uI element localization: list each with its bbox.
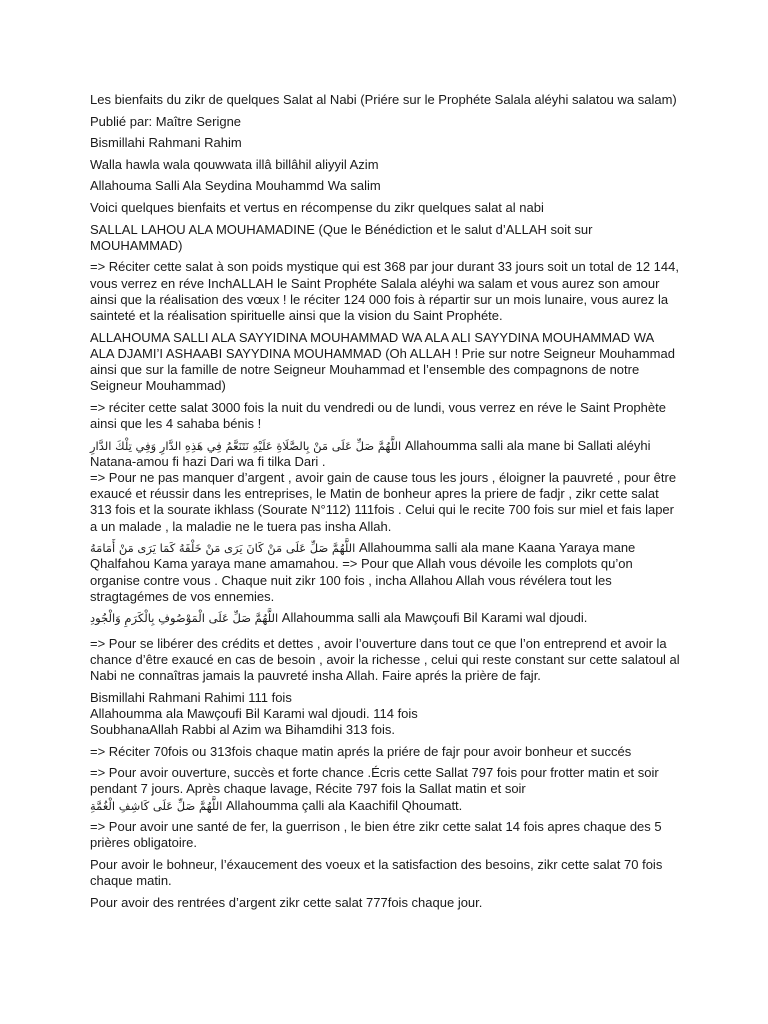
paragraph: Pour avoir le bohneur, l’éxaucement des voeux et la satisfaction des besoins, zikr cette salat 70 fois chaque matin.	[90, 856, 663, 889]
paragraph-text: Allahoumma çalli ala Kaachifil Qhoumatt.	[222, 797, 463, 813]
paragraph	[90, 690, 680, 739]
paragraph	[90, 438, 680, 470]
paragraph: Walla hawla wala qouwwata illâ billâhil aliyyil Azim	[90, 156, 379, 172]
line: Allahoumma ala Mawçoufi Bil Karami wal djoudi. 114 fois	[90, 705, 418, 721]
paragraph: => Pour se libérer des crédits et dettes , avoir l’ouverture dans tout ce que l’on entreprend et avoir la chance d’être exaucé en cas de besoin , avoir la richesse , celui qui reste constant sur cette salatoul al Nabi ne connaîtras jamais la pauvreté insha Allah. Faire aprés la prière de fajr.	[90, 635, 680, 683]
arabic-text: اللَّهُمَّ صَلِّ عَلَى الْمَوْصُوفِ بِالْكَرَمِ وَالْجُودِ	[90, 611, 279, 626]
paragraph	[90, 765, 680, 814]
paragraph: ALLAHOUMA SALLI ALA SAYYIDINA MOUHAMMAD WA ALA ALI SAYYDINA MOUHAMMAD WA ALA DJAMI’I ASHAABI SAYYDINA MOUHAMMAD (Oh ALLAH ! Prie sur notre Seigneur Mouhammad ainsi que sur la famille de notre Seigneur Mouhammad et l’ensemble des compagnons de notre Seigneur Mouhammad)	[90, 329, 675, 394]
arabic-text: اللَّهُمَّ صَلِّ عَلَى مَنْ بِالصَّلَاةِ عَلَيْهِ نَتَنَعَّمُ فِي هَذِهِ الدَّارِ وَفِي تِلْكَ الدَّارِ	[90, 438, 402, 453]
author-line: Publié par: Maître Serigne	[90, 113, 242, 129]
paragraph: => Pour avoir une santé de fer, la guerrison , le bien étre zikr cette salat 14 fois apres chaque des 5 prières obligatoire.	[90, 819, 662, 851]
paragraph-text: => Pour avoir ouverture, succès et forte chance .Écris cette Sallat 797 fois pour frotter matin et soir pendant 7 jours. Après chaque lavage, Récite 797 fois la Sallat matin et soir	[90, 765, 659, 797]
paragraph: => Réciter cette salat à son poids mystique qui est 368 par jour durant 33 jours soit un total de 12 144, vous verrez en réve InchALLAH le Saint Prophéte Salala aléyhi wa salam et vous aurez son amour ainsi que la réalisation des vœux ! le réciter 124 000 fois à répartir sur un mois lunaire, vous aurez la sainteté et la réalisation spirituelle ainsi que la vision du Saint Prophéte.	[90, 259, 679, 323]
paragraph: SALLAL LAHOU ALA MOUHAMADINE (Que le Bénédiction et le salut d’ALLAH soit sur MOUHAMMAD)	[90, 221, 593, 253]
arabic-text: اللَّهُمَّ صَلِّ عَلَى كَاشِفِ الْغُمَّةِ	[90, 798, 223, 813]
paragraph-text: Allahoumma salli ala Mawçoufi Bil Karami wal djoudi.	[278, 610, 588, 626]
paragraph: Voici quelques bienfaits et vertus en récompense du zikr quelques salat al nabi	[90, 199, 544, 215]
article-body	[90, 92, 680, 916]
line: SoubhanaAllah Rabbi al Azim wa Bihamdihi 313 fois.	[90, 721, 395, 737]
arabic-text: اللَّهُمَّ صَلِّ عَلَى مَنْ كَانَ يَرَى مَنْ خَلْفَهُ كَمَا يَرَى مَنْ أَمَامَهُ	[90, 541, 356, 556]
paragraph: => réciter cette salat 3000 fois la nuit du vendredi ou de lundi, vous verrez en réve le Saint Prophète ainsi que les 4 sahaba bénis !	[90, 399, 666, 431]
article-title: Les bienfaits du zikr de quelques Salat al Nabi (Priére sur le Prophéte Salala aléyhi salatou wa salam)	[90, 92, 677, 107]
paragraph: Pour avoir des rentrées d’argent zikr cette salat 777fois chaque jour.	[90, 894, 483, 910]
paragraph-text: Allahoumma salli ala mane bi Sallati aléyhi Natana-amou fi hazi Dari wa fi tilka Dari .	[90, 437, 651, 469]
paragraph: Bismillahi Rahmani Rahim	[90, 135, 242, 151]
paragraph	[90, 610, 680, 626]
paragraph: Allahouma Salli Ala Seydina Mouhammd Wa salim	[90, 178, 381, 194]
paragraph-text: Allahoumma salli ala mane Kaana Yaraya mane Qhalfahou Kama yaraya mane amamahou. => Pour que Allah vous dévoile les complots qu’on organise contre vous . Chaque nuit zikr 100 fois , incha Allahou Allah vous révélera tout les stragtagémes de vos ennemies.	[90, 540, 636, 604]
paragraph: => Pour ne pas manquer d’argent , avoir gain de cause tous les jours , éloigner la pauvreté , pour être exaucé et réussir dans les entreprises, le Matin de bonheur apres la priere de fadjr , zikr cette salat 313 fois et la sourate ikhlass (Sourate N°112) 111fois . Celui qui le recite 700 fois sur miel et fais laper a un malade , la maladie ne le tuera pas insha Allah.	[90, 469, 677, 534]
line: Bismillahi Rahmani Rahimi 111 fois	[90, 689, 292, 705]
paragraph	[90, 540, 680, 605]
paragraph: => Réciter 70fois ou 313fois chaque matin aprés la priére de fajr pour avoir bonheur et succés	[90, 743, 632, 759]
